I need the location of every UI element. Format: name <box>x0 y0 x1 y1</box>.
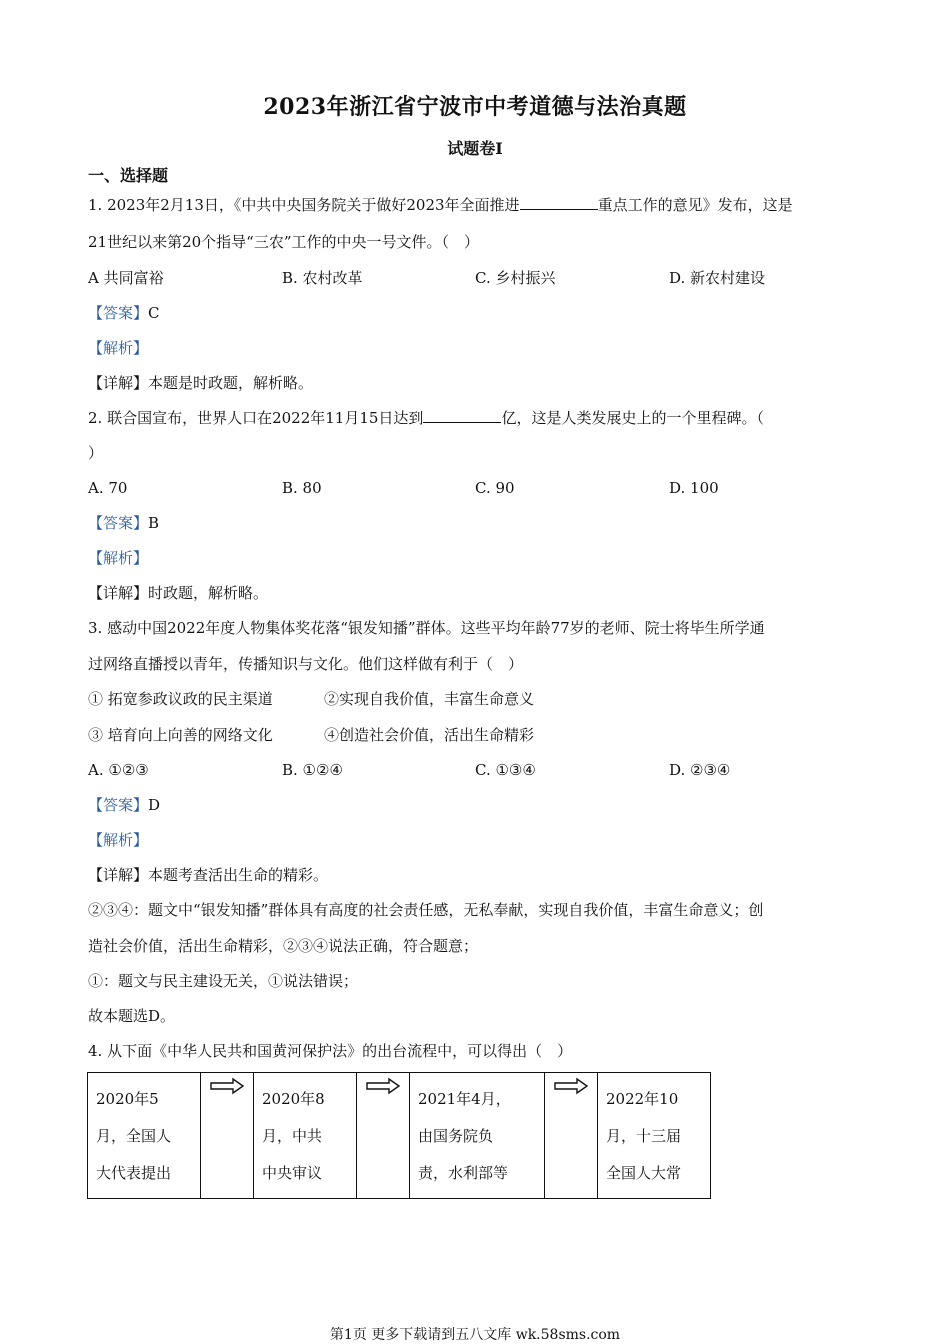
q3-answer: 【答案】D <box>88 796 161 814</box>
q3-stem-line2: 过网络直播授以青年，传播知识与文化。他们这样做有利于（ ） <box>88 655 524 673</box>
q2-option-c: C. 90 <box>475 479 515 497</box>
q3-explanation-1: ②③④：题文中“银发知播”群体具有高度的社会责任感，无私奉献，实现自我价值，丰富生命意义；创 <box>88 901 764 919</box>
q1-answer: 【答案】C <box>88 304 160 322</box>
q4-stem-line1: 4. 从下面《中华人民共和国黄河保护法》的出台流程中，可以得出（ ） <box>88 1042 573 1060</box>
q2-stem-line1: 2. 联合国宣布，世界人口在2022年11月15日达到 亿，这是人类发展史上的一个里程碑。（ <box>88 409 764 427</box>
q3-detail: 【详解】本题考查活出生命的精彩。 <box>88 866 329 884</box>
flow-step-2: 2020年8 月，中共 中央审议 <box>254 1073 357 1199</box>
q2-stem-line2: ） <box>88 444 104 462</box>
q3-statement-2: ②实现自我价值，丰富生命意义 <box>324 690 535 708</box>
q3-statement-4: ④创造社会价值，活出生命精彩 <box>324 726 535 744</box>
flow-step-3: 2021年4月， 由国务院负 责，水利部等 <box>410 1073 545 1199</box>
page-footer: 第1页 更多下载请到五八文库 wk.58sms.com <box>329 1327 621 1343</box>
q1-analysis: 【解析】 <box>88 339 149 357</box>
q2-blank <box>423 408 501 423</box>
q1-option-b: B. 农村改革 <box>282 269 363 287</box>
q3-explanation-2: 造社会价值，活出生命精彩，②③④说法正确，符合题意； <box>88 937 479 955</box>
q1-option-c: C. 乡村振兴 <box>475 269 556 287</box>
q3-stem-line1: 3. 感动中国2022年度人物集体奖花落“银发知播”群体。这些平均年龄77岁的老师、院士将毕生所学通 <box>88 619 765 637</box>
q3-option-b: B. ①②④ <box>282 761 343 779</box>
q3-option-d: D. ②③④ <box>669 761 731 779</box>
q3-statement-1: ① 拓宽参政议政的民主渠道 <box>88 690 273 708</box>
q1-option-a: A 共同富裕 <box>88 269 164 287</box>
right-arrow-icon <box>365 1077 401 1095</box>
q3-option-c: C. ①③④ <box>475 761 536 779</box>
q2-detail: 【详解】时政题，解析略。 <box>88 584 269 602</box>
q3-explanation-3: ①：题文与民主建设无关，①说法错误； <box>88 972 359 990</box>
q1-stem-line2: 21世纪以来第20个指导“三农”工作的中央一号文件。（ ） <box>88 233 480 251</box>
q2-analysis: 【解析】 <box>88 549 149 567</box>
q3-option-a: A. ①②③ <box>88 761 149 779</box>
right-arrow-icon <box>209 1077 245 1095</box>
flow-step-4: 2022年10 月，十三届 全国人大常 <box>598 1073 711 1199</box>
right-arrow-icon <box>553 1077 589 1095</box>
q4-flow-table <box>87 1072 711 1199</box>
q3-statement-3: ③ 培育向上向善的网络文化 <box>88 726 273 744</box>
q1-blank <box>520 195 598 210</box>
page-title: 2023年浙江省宁波市中考道德与法治真题 <box>263 94 687 120</box>
flow-arrow-2 <box>357 1073 410 1199</box>
q1-detail: 【详解】本题是时政题，解析略。 <box>88 374 314 392</box>
q2-option-a: A. 70 <box>88 479 128 497</box>
section-heading: 一、选择题 <box>88 166 169 185</box>
flow-arrow-1 <box>201 1073 254 1199</box>
q1-option-d: D. 新农村建设 <box>669 269 766 287</box>
q2-option-d: D. 100 <box>669 479 719 497</box>
q2-answer: 【答案】B <box>88 514 160 532</box>
q3-analysis: 【解析】 <box>88 831 149 849</box>
q2-option-b: B. 80 <box>282 479 322 497</box>
flow-arrow-3 <box>545 1073 598 1199</box>
q1-stem-line1: 1. 2023年2月13日，《中共中央国务院关于做好2023年全面推进 重点工作的意见》发布，这是 <box>88 196 793 214</box>
q3-explanation-4: 故本题选D。 <box>88 1007 176 1025</box>
flow-step-1: 2020年5 月，全国人 大代表提出 <box>88 1073 201 1199</box>
page-subtitle: 试题卷I <box>447 139 503 158</box>
